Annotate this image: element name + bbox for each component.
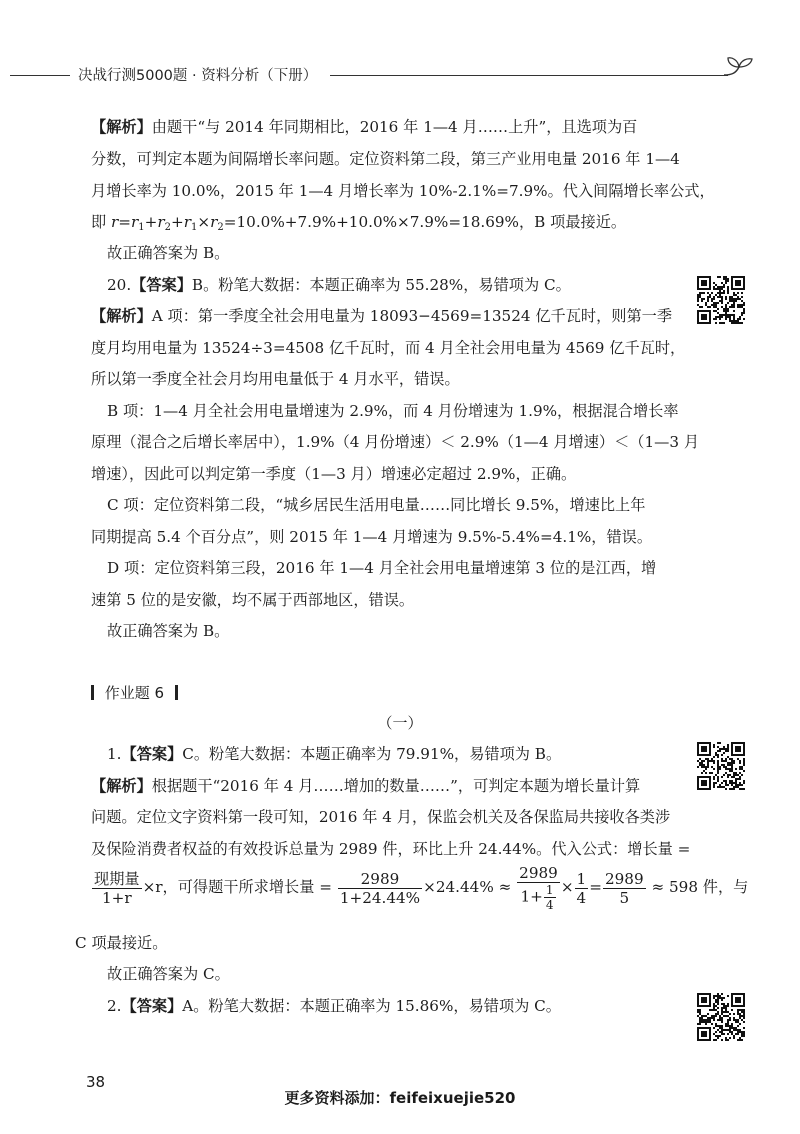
q20-option-b-line-2: 原理（混合之后增长率居中），1.9%（4 月份增速）＜ 2.9%（1—4 月增速）＜（1—3 月 (91, 433, 700, 451)
qr-code-icon[interactable] (697, 276, 745, 324)
q20-option-b-line-1: B 项：1—4 月全社会用电量增速为 2.9%，而 4 月份增速为 1.9%，根据混合增长率 (107, 402, 679, 420)
question-number: 1. (107, 745, 122, 763)
q20-option-b-line-3: 增速），因此可以判定第一季度（1—3 月）增速必定超过 2.9%，正确。 (91, 465, 577, 483)
q1-answer-line: 1.【答案】C。粉笔大数据：本题正确率为 79.91%，易错项为 B。 (107, 745, 562, 763)
header-rule-right (330, 75, 728, 76)
q19-conclusion: 故正确答案为 B。 (107, 244, 230, 262)
q19-analysis-line-2: 分数，可判定本题为间隔增长率问题。定位资料第二段，第三产业用电量 2016 年 1—4 (91, 150, 680, 168)
question-number: 2. (107, 997, 122, 1015)
q20-conclusion: 故正确答案为 B。 (107, 622, 230, 640)
footer-note: 更多资料添加：feifeixuejie520 (284, 1089, 516, 1107)
answer-label: 【答案】 (121, 745, 183, 763)
section-heading: 作业题 6 (91, 682, 178, 703)
header-rule-left (10, 75, 70, 76)
fraction-current-over-growth: $\frac{\text{现期量}}{1+r}$ (94, 869, 140, 907)
q20-option-c-line-2: 同期提高 5.4 个百分点”，则 2015 年 1—4 月增速为 9.5%-5.4%=4.1%，错误。 (91, 528, 653, 546)
q1-analysis-line-3: 及保险消费者权益的有效投诉总量为 2989 件，环比上升 24.44%。代入公式：增长量 = (91, 840, 691, 858)
q2-answer-line: 2.【答案】A。粉笔大数据：本题正确率为 15.86%，易错项为 C。 (107, 997, 561, 1015)
q20-analysis-line-3: 所以第一季度全社会月均用电量低于 4 月水平，错误。 (91, 370, 460, 388)
q20-option-c-line-1: C 项：定位资料第二段，“城乡居民生活用电量……同比增长 9.5%，增速比上年 (107, 496, 646, 514)
heading-bar-left (91, 685, 94, 700)
q20-option-d-line-2: 速第 5 位的是安徽，均不属于西部地区，错误。 (91, 591, 415, 609)
fraction-2989-over-5: $\frac{2989}{5}$ (604, 869, 644, 907)
q1-conclusion: 故正确答案为 C。 (107, 965, 230, 983)
q20-option-d-line-1: D 项：定位资料第三段，2016 年 1—4 月全社会用电量增速第 3 位的是江西，增 (107, 559, 657, 577)
q1-analysis-line-2: 问题。定位文字资料第一段可知，2016 年 4 月，保监会机关及各保监局共接收各类涉 (91, 808, 671, 826)
q20-analysis-line-2: 度月均用电量为 13524÷3=4508 亿千瓦时，而 4 月全社会用电量为 4569 亿千瓦时， (91, 339, 686, 357)
fraction-one-quarter: $\frac{1}{4}$ (576, 869, 587, 907)
q20-analysis-line-1: 【解析】A 项：第一季度全社会用电量为 18093−4569=13524 亿千瓦时，则第一季 (91, 307, 673, 325)
section-subheading: （一） (377, 714, 423, 732)
analysis-label: 【解析】 (91, 118, 152, 136)
fraction-2989-over-growth: $\frac{2989}{1+24.44\%}$ (339, 869, 421, 907)
q19-analysis-line-3: 月增长率为 10.0%，2015 年 1—4 月增长率为 10%-2.1%=7.9%。代入间隔增长率公式， (91, 182, 715, 200)
heading-bar-right (175, 685, 178, 700)
q19-analysis-line-4: 即 $r=r_1+r_2+r_1\times r_2=10.0\%+7.9\%+10.0\%\times 7.9\%=18.69\%$，B 项最接近。 (91, 213, 627, 233)
q1-formula-line: $\frac{\text{现期量}}{1+r}$ ×r，可得题干所求增长量 = $\frac{2989}{1+24.44\%}$ ×24.44% ≈ 2989 1+ $\frac{1}{4}$ × $\frac{1}{4}$ = $\frac{2989}{5}$ ≈ 598 件，与 (94, 864, 749, 912)
qr-code-icon[interactable] (697, 742, 745, 790)
q20-answer-line: 20.【答案】B。粉笔大数据：本题正确率为 55.28%，易错项为 C。 (107, 276, 571, 294)
fraction-2989-over-1-plus-quarter: 2989 1+ $\frac{1}{4}$ (519, 864, 558, 912)
q1-analysis-line-1: 【解析】根据题干“2016 年 4 月……增加的数量……”，可判定本题为增长量计算 (91, 777, 641, 795)
qr-code-icon[interactable] (697, 993, 745, 1041)
running-header-title: 决战行测5000题 · 资料分析（下册） (78, 68, 318, 84)
q19-analysis-line-1: 【解析】由题干“与 2014 年同期相比，2016 年 1—4 月……上升”，且选项为百 (91, 118, 638, 136)
analysis-label: 【解析】 (91, 307, 152, 325)
analysis-label: 【解析】 (91, 777, 152, 795)
answer-label: 【答案】 (121, 997, 183, 1015)
q1-analysis-line-5: C 项最接近。 (75, 934, 168, 952)
answer-label: 【答案】 (131, 276, 192, 294)
fraction-quarter: $\frac{1}{4}$ (545, 883, 554, 912)
page-number: 38 (86, 1073, 106, 1091)
question-number: 20. (107, 276, 132, 294)
sprout-icon (722, 54, 758, 86)
